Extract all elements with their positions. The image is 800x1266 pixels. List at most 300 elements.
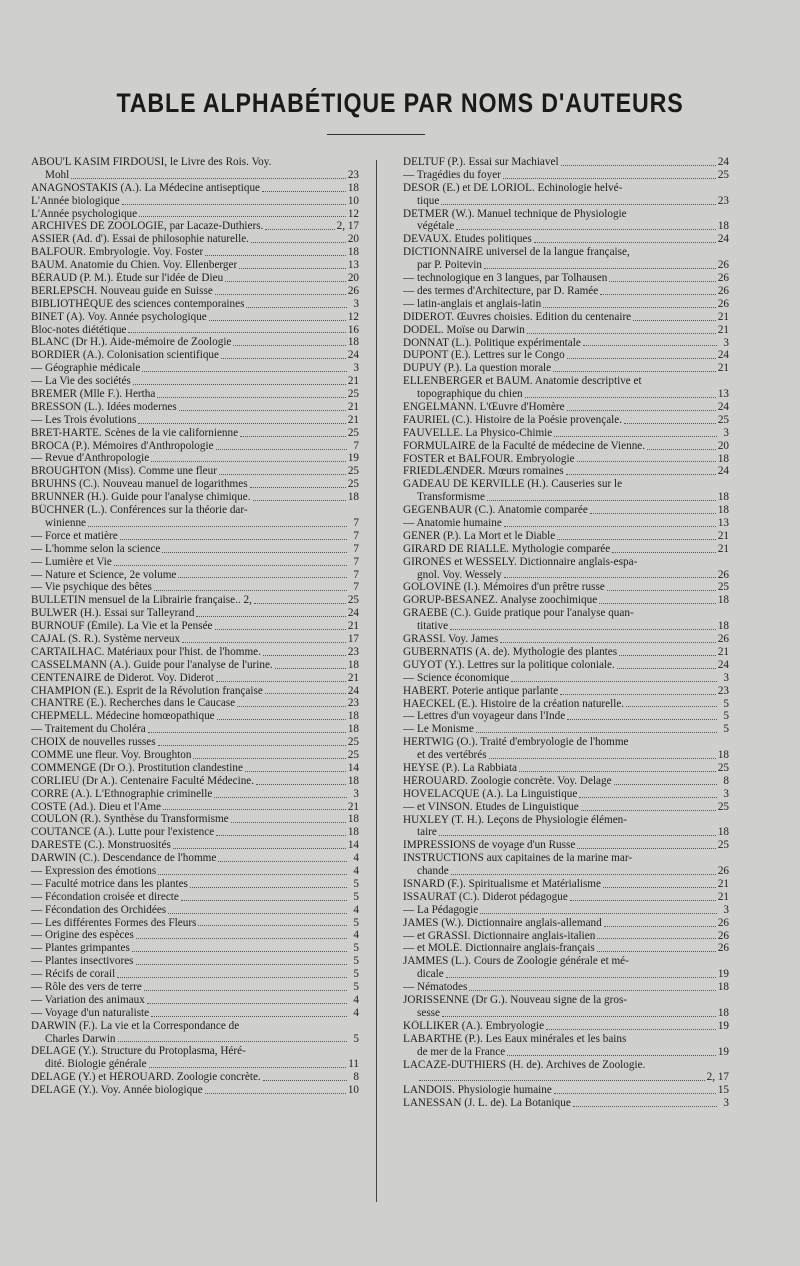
- leader-dots: [609, 281, 715, 282]
- entry-text-continued: taire: [417, 826, 437, 839]
- page-number: 25: [347, 594, 359, 607]
- entry-line: [31, 504, 359, 517]
- entry-text: CHANTRE (E.). Recherches dans le Caucase: [31, 697, 236, 710]
- entry-text: ABOU'L KASIM FIRDOUSI, le Livre des Rois. Voy.: [31, 156, 272, 168]
- page-number: 19: [717, 1045, 729, 1058]
- leader-dots: [487, 500, 716, 501]
- leader-dots: [71, 178, 346, 179]
- entry-text: HAECKEL (E.). Histoire de la création naturelle.: [403, 697, 625, 710]
- leader-dots: [554, 436, 717, 437]
- index-entry: [31, 929, 359, 942]
- entry-text: BRET-HARTE. Scènes de la vie californienne: [31, 426, 239, 439]
- entry-text: CORLIEU (Dr A.). Centenaire Faculté Médecine.: [31, 774, 255, 787]
- page-number: 18: [347, 336, 359, 349]
- leader-dots: [456, 229, 716, 230]
- leader-dots: [217, 719, 346, 720]
- page-number: 18: [347, 813, 359, 826]
- index-entry: [403, 930, 729, 943]
- leader-dots: [480, 913, 717, 914]
- page-number: 18: [347, 723, 359, 736]
- index-entry: [31, 1084, 359, 1097]
- leader-dots: [196, 616, 345, 617]
- entry-text: — Les Trois évolutions: [31, 413, 137, 426]
- entry-text: ELLENBERGER et BAUM. Anatomie descriptive et: [403, 375, 642, 388]
- page-number: 20: [347, 233, 359, 246]
- entry-text-continued: Charles Darwin: [45, 1032, 116, 1045]
- entry-text: COSTE (Ad.). Dieu et l'Ame: [31, 800, 162, 813]
- page-number: 26: [717, 929, 729, 942]
- page-number: 25: [347, 736, 359, 749]
- leader-dots: [178, 577, 347, 578]
- leader-dots: [136, 938, 347, 939]
- leader-dots: [441, 204, 715, 205]
- page-number: 19: [347, 452, 359, 465]
- entry-text: — Faculté motrice dans les plantes: [31, 877, 188, 890]
- entry-text: JORISSENNE (Dr G.). Nouveau signe de la gros-: [403, 994, 628, 1007]
- entry-text: ASSIER (Ad. d'). Essai de philosophie naturelle.: [31, 233, 249, 246]
- entry-text: CHEPMELL. Médecine homœopathique: [31, 710, 215, 723]
- index-entry: [31, 208, 359, 221]
- page-number: 21: [347, 671, 359, 684]
- entry-text: LACAZE-DUTHIERS (H. de). Archives de Zoologie.: [403, 1058, 646, 1071]
- leader-dots: [560, 694, 716, 695]
- index-entry: [31, 491, 359, 504]
- page-number: 18: [717, 594, 729, 607]
- page-number: 26: [717, 272, 729, 285]
- leader-dots: [139, 216, 346, 217]
- entry-text: BORDIER (A.). Colonisation scientifique: [31, 349, 219, 362]
- entry-text: — Force et matière: [31, 529, 118, 542]
- index-entry: [31, 801, 359, 814]
- index-entry: [403, 775, 729, 788]
- entry-text: — Nématodes: [403, 981, 468, 994]
- page-number: 5: [353, 877, 359, 890]
- entry-text: JAMES (W.). Dictionnaire anglais-allemand: [403, 916, 602, 929]
- leader-dots: [256, 784, 346, 785]
- entry-text-continued: gnol. Voy. Wessely: [417, 568, 502, 581]
- entry-text: DIDEROT. Œuvres choisies. Edition du centenaire: [403, 310, 632, 323]
- leader-dots: [619, 655, 716, 656]
- index-entry: [31, 233, 359, 246]
- entry-text-continued: chande: [417, 865, 449, 878]
- entry-line: [403, 208, 729, 221]
- entry-text: — Rôle des vers de terre: [31, 981, 142, 994]
- entry-line: [403, 1033, 729, 1046]
- page-number: 3: [723, 1097, 729, 1110]
- page-number: 24: [717, 658, 729, 671]
- entry-text: ENGELMANN. L'Œuvre d'Homère: [403, 400, 565, 413]
- leader-dots: [607, 590, 716, 591]
- index-entry: [31, 672, 359, 685]
- page-number: 21: [717, 542, 729, 555]
- page-number: 5: [353, 955, 359, 968]
- entry-line: [403, 749, 729, 762]
- page-number: 7: [353, 529, 359, 542]
- entry-text: — Récifs de corail: [31, 968, 116, 981]
- page-number: 3: [723, 903, 729, 916]
- entry-text: DESOR (E.) et DE LORIOL. Echinologie helvé-: [403, 181, 623, 194]
- index-entry: [31, 285, 359, 298]
- page-number: 7: [353, 568, 359, 581]
- page-number: 26: [717, 633, 729, 646]
- entry-text-continued: titative: [417, 620, 449, 633]
- leader-dots: [469, 990, 716, 991]
- leader-dots: [263, 655, 346, 656]
- entry-text: — Plantes insectivores: [31, 955, 134, 968]
- leader-dots: [128, 332, 345, 333]
- entry-text: — L'homme selon la science: [31, 542, 161, 555]
- index-entry: [403, 530, 729, 543]
- index-entry: [31, 813, 359, 826]
- index-entry: [403, 594, 729, 607]
- leader-dots: [577, 461, 716, 462]
- entry-text: GRASSI. Voy. James: [403, 633, 499, 646]
- leader-dots: [158, 874, 347, 875]
- index-entry: [31, 427, 359, 440]
- index-entry: [403, 349, 729, 362]
- leader-dots: [133, 384, 346, 385]
- entry-line: [403, 1046, 729, 1059]
- index-entry: [31, 981, 359, 994]
- leader-dots: [149, 1067, 347, 1068]
- page-number: 23: [717, 194, 729, 207]
- page-number: 25: [347, 749, 359, 761]
- entry-line: [403, 968, 729, 981]
- page-number: 18: [347, 246, 359, 259]
- entry-text: GIRONÈS et WESSELY. Dictionnaire anglais-espa-: [403, 555, 638, 568]
- index-entry: [31, 349, 359, 362]
- entry-text: — et GRASSI. Dictionnaire anglais-italien: [403, 929, 596, 942]
- entry-text: FORMULAIRE de la Faculté de médecine de Vienne.: [403, 439, 646, 452]
- leader-dots: [225, 281, 346, 282]
- page-number: 18: [347, 710, 359, 723]
- page-number: 10: [347, 194, 359, 207]
- leader-dots: [151, 461, 346, 462]
- leader-dots: [583, 345, 717, 346]
- leader-dots: [600, 294, 716, 295]
- page-number: 21: [717, 362, 729, 375]
- page-number: 5: [353, 942, 359, 955]
- leader-dots: [525, 397, 716, 398]
- index-entry: [31, 453, 359, 466]
- leader-dots: [476, 732, 717, 733]
- entry-text-continued: végétale: [417, 220, 455, 233]
- entry-line: [403, 1007, 729, 1020]
- index-entry: [31, 968, 359, 981]
- entry-text: — Fécondation des Orchidées: [31, 903, 167, 916]
- page-number: 21: [347, 413, 359, 426]
- entry-text-continued: topographique du chien: [417, 388, 523, 401]
- index-entry: [31, 556, 359, 569]
- page-number: 2, 17: [706, 1071, 729, 1084]
- entry-line: [31, 169, 359, 182]
- index-entry: [403, 375, 729, 401]
- leader-dots: [543, 307, 716, 308]
- index-entry: [403, 994, 729, 1020]
- entry-text: BRUNNER (H.). Guide pour l'analyse chimique.: [31, 491, 251, 504]
- page-number: 18: [347, 181, 359, 194]
- leader-dots: [181, 900, 347, 901]
- leader-dots: [561, 165, 716, 166]
- index-entry: [31, 891, 359, 904]
- entry-line: [403, 478, 729, 491]
- leader-dots: [546, 1029, 716, 1030]
- page-number: 19: [717, 968, 729, 981]
- entry-text: BAUM. Anatomie du Chien. Voy. Ellenberger: [31, 259, 238, 272]
- entry-text: — Science économique: [403, 671, 510, 684]
- entry-text: CARTAILHAC. Matériaux pour l'hist. de l'homme.: [31, 645, 261, 658]
- page-number: 3: [723, 426, 729, 439]
- leader-dots: [603, 887, 716, 888]
- leader-dots: [567, 358, 716, 359]
- leader-dots: [240, 436, 346, 437]
- entry-text: — Variation des animaux: [31, 993, 145, 1006]
- entry-text: BREMER (Mlle F.). Hertha: [31, 388, 156, 401]
- entry-text: COULON (R.). Synthèse du Transformisme: [31, 813, 229, 826]
- leader-dots: [182, 642, 346, 643]
- leader-dots: [179, 410, 346, 411]
- index-entry: [403, 672, 729, 685]
- page-number: 18: [717, 1006, 729, 1019]
- page-number: 18: [347, 658, 359, 671]
- leader-dots: [612, 552, 716, 553]
- page-number: 4: [353, 865, 359, 877]
- index-entry: [403, 685, 729, 698]
- index-entry: [403, 401, 729, 414]
- index-entry: [31, 646, 359, 659]
- leader-dots: [154, 590, 347, 591]
- page-number: 18: [717, 220, 729, 233]
- leader-dots: [253, 500, 346, 501]
- leader-dots: [163, 809, 346, 810]
- page-number: 17: [347, 632, 359, 645]
- entry-text: BINET (A). Voy. Année psychologique: [31, 310, 207, 323]
- entry-text: BIBLIOTHÈQUE des sciences contemporaines: [31, 297, 245, 310]
- leader-dots: [117, 977, 347, 978]
- entry-text-continued: dité. Biologie générale: [45, 1058, 147, 1071]
- entry-text: — Voyage d'un naturaliste: [31, 1006, 150, 1019]
- page-number: 8: [723, 774, 729, 787]
- entry-text: — Les différentes Formes des Fleurs: [31, 916, 197, 929]
- entry-text-continued: dicale: [417, 968, 444, 981]
- entry-text: — et MOLÉ. Dictionnaire anglais-français: [403, 942, 595, 955]
- index-entry: [403, 517, 729, 530]
- index-entry: [31, 414, 359, 427]
- leader-dots: [503, 178, 716, 179]
- index-entry: [31, 994, 359, 1007]
- entry-text-continued: par P. Poitevin: [417, 259, 482, 272]
- entry-text: CASSELMANN (A.). Guide pour l'analyse de l'urine.: [31, 658, 273, 671]
- leader-dots: [214, 797, 347, 798]
- entry-text: GENER (P.). La Mort et le Diable: [403, 529, 556, 542]
- index-entry: [403, 891, 729, 904]
- leader-dots: [216, 449, 347, 450]
- entry-text: ISSAURAT (C.). Diderot pédagogue: [403, 890, 568, 903]
- leader-dots: [599, 603, 716, 604]
- page-title: TABLE ALPHABÉTIQUE PAR NOMS D'AUTEURS: [116, 88, 684, 118]
- entry-text: BERLEPSCH. Nouveau guide en Suisse: [31, 284, 213, 297]
- index-entry: [403, 955, 729, 981]
- entry-text: — Géographie médicale: [31, 362, 141, 375]
- page-number: 26: [717, 259, 729, 272]
- entry-text: COUTANCE (A.). Lutte pour l'existence: [31, 826, 215, 839]
- index-entry: [403, 272, 729, 285]
- page-number: 25: [347, 426, 359, 439]
- entry-line: [31, 517, 359, 530]
- index-entry: [31, 182, 359, 195]
- index-entry: [403, 156, 729, 169]
- entry-text: — Expression des émotions: [31, 865, 157, 877]
- entry-line: [403, 1071, 729, 1084]
- leader-dots: [157, 397, 345, 398]
- leader-dots: [118, 1041, 347, 1042]
- leader-dots: [221, 358, 346, 359]
- entry-text: DONNAT (L.). Politique expérimentale: [403, 336, 581, 349]
- page-number: 21: [347, 800, 359, 813]
- entry-text: COMME une fleur. Voy. Broughton: [31, 749, 192, 761]
- leader-dots: [504, 526, 716, 527]
- index-entry: [31, 569, 359, 582]
- page-number: 26: [717, 865, 729, 878]
- page-number: 25: [717, 581, 729, 594]
- entry-line: [403, 736, 729, 749]
- entry-text-continued: et des vertébrés: [417, 749, 487, 762]
- index-entry: [31, 1071, 359, 1084]
- page-number: 14: [347, 839, 359, 852]
- index-entry: [403, 839, 729, 852]
- entry-text: GUYOT (Y.). Lettres sur la politique coloniale.: [403, 658, 615, 671]
- entry-text: — Plantes grimpantes: [31, 942, 130, 955]
- leader-dots: [88, 526, 347, 527]
- entry-line: [403, 814, 729, 827]
- page-number: 3: [353, 362, 359, 375]
- index-entry: [31, 685, 359, 698]
- page-number: 3: [723, 787, 729, 800]
- index-entry: [403, 169, 729, 182]
- page-number: 25: [717, 413, 729, 426]
- leader-dots: [168, 913, 347, 914]
- entry-line: [403, 388, 729, 401]
- page-number: 26: [717, 284, 729, 297]
- entry-text: HERTWIG (O.). Traité d'embryologie de l'homme: [403, 736, 629, 749]
- entry-text: ISNARD (F.). Spiritualisme et Matérialisme: [403, 878, 601, 891]
- page-number: 14: [347, 761, 359, 774]
- index-entry: [31, 839, 359, 852]
- page-number: 10: [347, 1084, 359, 1097]
- leader-dots: [484, 268, 716, 269]
- entry-text: DODEL. Moïse ou Darwin: [403, 323, 525, 336]
- entry-text: BÜCHNER (L.). Conférences sur la théorie dar-: [31, 504, 248, 517]
- entry-text: DETMER (W.). Manuel technique de Physiologie: [403, 207, 627, 220]
- index-entry: [31, 826, 359, 839]
- entry-text: HEYSE (P.). La Rabbiata: [403, 761, 518, 774]
- leader-dots: [219, 474, 346, 475]
- leader-dots: [147, 1003, 347, 1004]
- leader-dots: [193, 758, 345, 759]
- entry-text: — des termes d'Architecture, par D. Ramée: [403, 284, 599, 297]
- page-number: 13: [347, 259, 359, 272]
- entry-text: — Anatomie humaine: [403, 517, 502, 529]
- index-entry: [403, 1020, 729, 1033]
- index-entry: [31, 543, 359, 556]
- index-entry: [403, 324, 729, 337]
- page-number: 18: [717, 504, 729, 517]
- page-number: 21: [347, 375, 359, 388]
- index-entry: [403, 453, 729, 466]
- leader-dots: [237, 706, 346, 707]
- entry-line: [31, 156, 359, 169]
- leader-dots: [233, 345, 345, 346]
- leader-dots: [504, 577, 716, 578]
- index-entry: [31, 195, 359, 208]
- page-number: 24: [717, 465, 729, 478]
- page-number: 23: [347, 697, 359, 710]
- leader-dots: [216, 835, 346, 836]
- page-number: 23: [347, 645, 359, 658]
- index-entry: [31, 917, 359, 930]
- left-column: [31, 156, 359, 1097]
- page-number: 26: [717, 916, 729, 929]
- page-number: 4: [353, 929, 359, 942]
- index-entry: [31, 362, 359, 375]
- index-entry: [31, 955, 359, 968]
- leader-dots: [215, 629, 346, 630]
- index-entry: [31, 878, 359, 891]
- leader-dots: [231, 822, 346, 823]
- index-entry: [403, 556, 729, 582]
- index-entry: [403, 723, 729, 736]
- entry-text: BURNOUF (Émile). La Vie et la Pensée: [31, 620, 213, 633]
- leader-dots: [557, 539, 716, 540]
- leader-dots: [626, 706, 717, 707]
- index-entry: [403, 362, 729, 375]
- column-separator: [376, 160, 377, 1202]
- index-entry: [403, 917, 729, 930]
- index-entry: [31, 1046, 359, 1072]
- leader-dots: [446, 977, 716, 978]
- index-entry: [31, 620, 359, 633]
- leader-dots: [567, 719, 717, 720]
- entry-line: [403, 569, 729, 582]
- index-entry: [31, 388, 359, 401]
- leader-dots: [215, 294, 346, 295]
- entry-text: — Fécondation croisée et directe: [31, 890, 179, 903]
- leader-dots: [647, 449, 716, 450]
- index-entry: [31, 659, 359, 672]
- leader-dots: [216, 681, 346, 682]
- leader-dots: [205, 1093, 346, 1094]
- page-number: 21: [717, 890, 729, 903]
- index-entry: [403, 981, 729, 994]
- index-entry: [31, 324, 359, 337]
- entry-text: GOLOVINE (I.). Mémoires d'un prêtre russe: [403, 581, 605, 594]
- entry-line: [31, 1020, 359, 1033]
- leader-dots: [122, 204, 346, 205]
- entry-text: DELAGE (Y.). Structure du Protoplasma, Héré-: [31, 1045, 246, 1058]
- page-number: 18: [717, 749, 729, 762]
- page-number: 18: [347, 826, 359, 839]
- index-entry: [403, 710, 729, 723]
- entry-line: [403, 220, 729, 233]
- leader-dots: [114, 565, 347, 566]
- index-entry: [31, 156, 359, 182]
- page-number: 21: [717, 323, 729, 336]
- entry-text: DARWIN (C.). Descendance de l'homme: [31, 852, 217, 865]
- entry-text: GEGENBAUR (C.). Anatomie comparée: [403, 504, 588, 517]
- entry-text: — Lettres d'un voyageur dans l'Inde: [403, 710, 566, 723]
- page-number: 24: [717, 400, 729, 413]
- entry-text: GUBERNATIS (A. de). Mythologie des plantes: [403, 645, 618, 658]
